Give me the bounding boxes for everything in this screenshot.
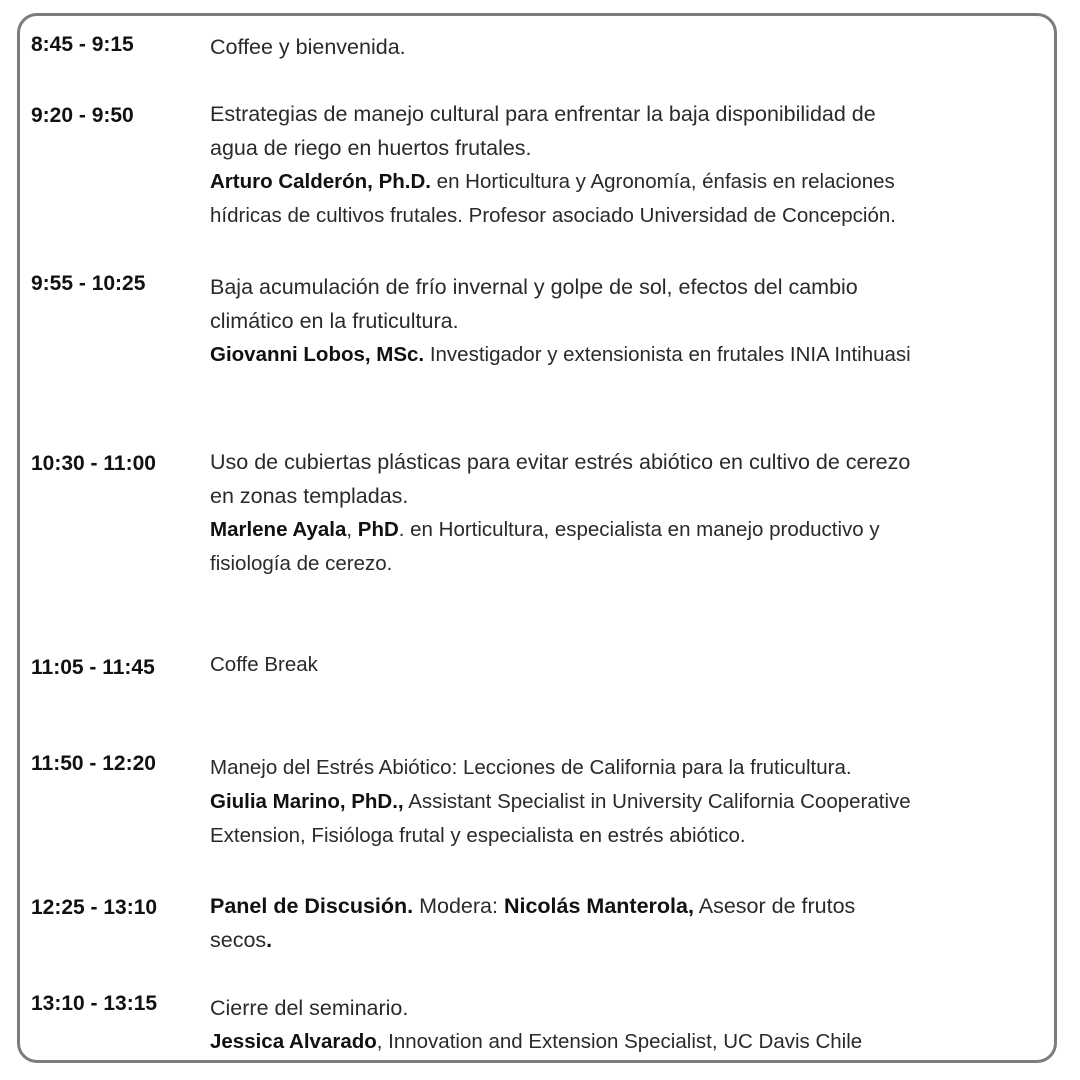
- agenda-topic-4a: Uso de cubiertas plásticas para evitar estrés abiótico en cultivo de cerezo: [210, 450, 911, 474]
- speaker-degree: PhD: [357, 518, 399, 541]
- agenda-topic-2a: Estrategias de manejo cultural para enfrentar la baja disponibilidad de: [210, 102, 876, 126]
- agenda-topic-1: Coffee y bienvenida.: [210, 35, 406, 59]
- agenda-speaker-line-6a: [210, 785, 1045, 819]
- agenda-topic-4b: en zonas templadas.: [210, 484, 409, 508]
- agenda-speaker-line-4a: [210, 513, 1045, 547]
- speaker-name: Jessica Alvarado: [210, 1030, 377, 1053]
- agenda-time-6: 11:50 - 12:20: [31, 752, 156, 775]
- moderator-role-cont: secos: [210, 928, 267, 952]
- agenda-topic-3b: climático en la fruticultura.: [210, 309, 459, 333]
- agenda-speaker-line-6b: Extension, Fisióloga frutal y especialista en estrés abiótico.: [210, 824, 746, 847]
- agenda-time-3: 9:55 - 10:25: [31, 272, 146, 295]
- agenda-item-5: [210, 648, 1045, 682]
- speaker-name: Giovanni Lobos, MSc.: [210, 343, 425, 366]
- agenda-item-3: [210, 270, 1045, 372]
- speaker-bio: , Innovation and Extension Specialist, UC Davis Chile: [376, 1030, 863, 1053]
- agenda-time-1: 8:45 - 9:15: [31, 33, 134, 56]
- agenda-time-2: 9:20 - 9:50: [31, 104, 134, 127]
- agenda-speaker-line-3: [210, 338, 1045, 372]
- agenda-topic-8: Cierre del seminario.: [210, 996, 409, 1020]
- agenda-item-6: [210, 751, 1045, 853]
- agenda-time-4: 10:30 - 11:00: [31, 452, 156, 475]
- agenda-panel-line-a: [210, 889, 1045, 923]
- agenda-time-8: 13:10 - 13:15: [31, 992, 158, 1015]
- agenda-topic-5: Coffe Break: [210, 653, 318, 676]
- speaker-name: Marlene Ayala: [210, 518, 347, 541]
- agenda-speaker-line-2a: [210, 165, 1045, 199]
- moderator-period: .: [266, 928, 273, 952]
- moderator-role: Asesor de frutos: [693, 894, 856, 918]
- moderator-prefix: Modera:: [413, 894, 504, 918]
- agenda-topic-2b: agua de riego en huertos frutales.: [210, 136, 532, 160]
- speaker-name: Arturo Calderón, Ph.D.: [210, 170, 431, 193]
- speaker-bio: Assistant Specialist in University California Cooperative: [403, 790, 911, 813]
- agenda-speaker-line-2b: hídricas de cultivos frutales. Profesor asociado Universidad de Concepción.: [210, 204, 896, 227]
- agenda-topic-3a: Baja acumulación de frío invernal y golpe de sol, efectos del cambio: [210, 275, 858, 299]
- speaker-sep: ,: [346, 518, 358, 541]
- agenda-item-8: [210, 991, 1045, 1059]
- agenda-time-5: 11:05 - 11:45: [31, 656, 155, 679]
- agenda-speaker-line-4b: fisiología de cerezo.: [210, 552, 393, 575]
- agenda-topic-6: Manejo del Estrés Abiótico: Lecciones de California para la fruticultura.: [210, 756, 852, 779]
- speaker-name: Giulia Marino, PhD.,: [210, 790, 404, 813]
- agenda-item-4: [210, 445, 1045, 581]
- agenda-panel-line-b: [210, 923, 1045, 957]
- speaker-bio: en Horticultura y Agronomía, énfasis en relaciones: [430, 170, 895, 193]
- agenda-item-1: [210, 30, 1045, 64]
- agenda-speaker-line-8: [210, 1025, 1045, 1059]
- speaker-bio: Investigador y extensionista en frutales INIA Intihuasi: [424, 343, 911, 366]
- agenda-item-2: [210, 97, 1045, 233]
- speaker-bio: . en Horticultura, especialista en manejo productivo y: [398, 518, 880, 541]
- agenda-item-7: [210, 889, 1045, 957]
- moderator-name: Nicolás Manterola,: [503, 894, 694, 918]
- panel-label: Panel de Discusión.: [210, 894, 414, 918]
- agenda-time-7: 12:25 - 13:10: [31, 896, 158, 919]
